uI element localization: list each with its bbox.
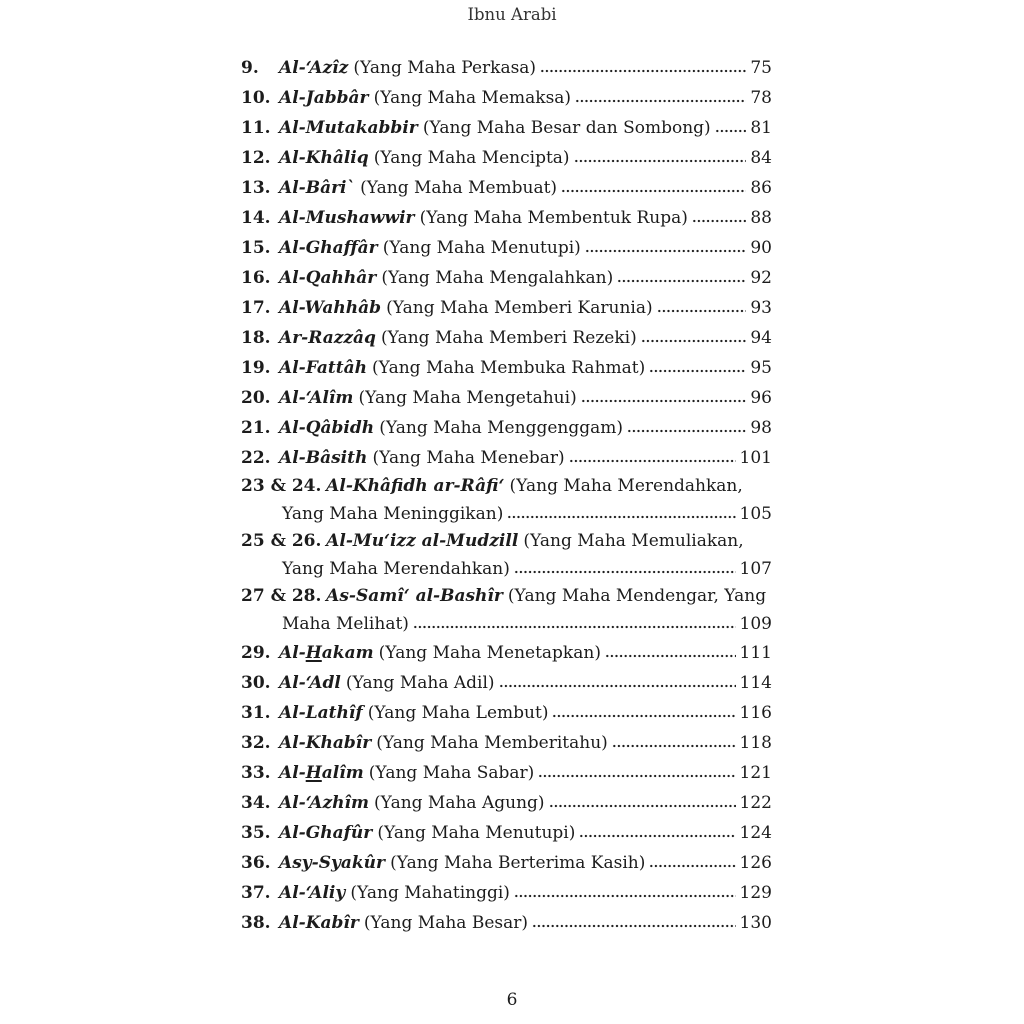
entry-number: 10. <box>241 88 271 108</box>
entry-page: 124 <box>739 823 772 843</box>
entry-page: 107 <box>739 558 772 579</box>
dot-leader <box>641 339 747 343</box>
dot-leader <box>657 309 747 313</box>
entry-name: Al-Lathîf <box>279 703 363 723</box>
entry-number: 22. <box>241 448 271 468</box>
toc-entry <box>241 143 772 173</box>
dot-leader <box>627 429 746 433</box>
dot-leader <box>585 249 747 253</box>
dot-leader <box>538 774 735 778</box>
entry-number: 9. <box>241 58 259 78</box>
entry-page: 92 <box>750 268 772 288</box>
entry-line <box>241 413 772 443</box>
entry-name: Ar-Razzâq <box>279 328 376 348</box>
entry-number: 27 & 28. <box>241 586 322 606</box>
entry-line <box>241 173 772 203</box>
entry-line <box>241 353 772 383</box>
entry-name: Al-‘Alîm <box>279 388 354 408</box>
toc-entry <box>241 293 772 323</box>
dot-leader <box>499 684 736 688</box>
entry-page: 101 <box>739 448 772 468</box>
entry-meaning: (Yang Maha Menebar) <box>372 448 565 468</box>
entry-page: 95 <box>750 358 772 378</box>
entry-name: Al-Ghafûr <box>279 823 373 843</box>
entry-name: Al-Qahhâr <box>279 268 377 288</box>
entry-line <box>241 848 772 878</box>
entry-line <box>241 698 772 728</box>
entry-page: 94 <box>750 328 772 348</box>
entry-line <box>241 668 772 698</box>
entry-number: 15. <box>241 238 271 258</box>
entry-line <box>241 908 772 938</box>
entry-name: Al-‘Azîz <box>279 58 349 78</box>
entry-meaning: (Yang Maha Membentuk Rupa) <box>419 208 688 228</box>
dot-leader <box>649 864 735 868</box>
toc-entry <box>241 908 772 938</box>
entry-line <box>241 878 772 908</box>
entry-name: Asy-Syakûr <box>279 853 385 873</box>
entry-meaning-continuation: Maha Melihat) <box>282 613 409 634</box>
entry-meaning: (Yang Maha Memuliakan, <box>523 531 744 551</box>
toc-entry <box>241 728 772 758</box>
entry-line <box>241 818 772 848</box>
entry-page: 88 <box>750 208 772 228</box>
entry-line <box>241 263 772 293</box>
entry-meaning: (Yang Maha Mencipta) <box>373 148 570 168</box>
dot-leader <box>692 219 746 223</box>
entry-number: 21. <box>241 418 271 438</box>
toc-entry <box>241 583 772 638</box>
entry-name: Al-‘Adl <box>279 673 341 693</box>
toc-entry <box>241 383 772 413</box>
name-segment: Al- <box>279 643 306 663</box>
entry-meaning: (Yang Maha Membuka Rahmat) <box>372 358 646 378</box>
entry-number: 38. <box>241 913 271 933</box>
entry-name: Al-Kabîr <box>279 913 359 933</box>
entry-meaning: (Yang Maha Memberi Karunia) <box>386 298 653 318</box>
entry-meaning: (Yang Maha Perkasa) <box>353 58 537 78</box>
entry-name: Al-Mu‘izz al-Mudzill <box>326 531 519 551</box>
entry-name: Al-Ghaffâr <box>279 238 378 258</box>
entry-line <box>241 323 772 353</box>
entry-meaning: (Yang Maha Menetapkan) <box>378 643 601 663</box>
toc-entry <box>241 353 772 383</box>
entry-meaning: (Yang Maha Berterima Kasih) <box>390 853 646 873</box>
toc-entry <box>241 878 772 908</box>
entry-meaning: (Yang Maha Besar) <box>363 913 528 933</box>
entry-page: 122 <box>739 793 772 813</box>
toc-entry <box>241 233 772 263</box>
page-number: 6 <box>506 990 518 1010</box>
entry-number: 19. <box>241 358 271 378</box>
dot-leader <box>561 189 746 193</box>
entry-name: Al-Wahhâb <box>279 298 382 318</box>
name-segment: akam <box>321 643 374 663</box>
toc-entry <box>241 818 772 848</box>
entry-line <box>241 788 772 818</box>
entry-meaning-continuation: Yang Maha Meninggikan) <box>282 503 504 524</box>
dot-leader <box>605 654 736 658</box>
entry-name: Al-Qâbidh <box>279 418 375 438</box>
entry-number: 25 & 26. <box>241 531 322 551</box>
entry-page: 75 <box>750 58 772 78</box>
dot-leader <box>575 99 746 103</box>
dot-leader <box>413 625 736 629</box>
entry-line <box>241 473 772 501</box>
entry-number: 33. <box>241 763 271 783</box>
entry-meaning: (Yang Maha Mengalahkan) <box>381 268 614 288</box>
entry-page: 96 <box>750 388 772 408</box>
entry-page: 84 <box>750 148 772 168</box>
dot-leader <box>552 714 735 718</box>
dot-leader <box>514 894 736 898</box>
dot-leader <box>549 804 736 808</box>
dot-leader <box>649 369 746 373</box>
entry-line <box>241 583 772 611</box>
entry-name: Al-Bâri` <box>279 178 356 198</box>
underlined-letter: H <box>305 763 322 783</box>
entry-line <box>241 203 772 233</box>
entry-name: Al-Khâliq <box>279 148 369 168</box>
toc-entry <box>241 113 772 143</box>
entry-meaning: (Yang Maha Adil) <box>345 673 495 693</box>
toc-entry <box>241 413 772 443</box>
entry-meaning-continuation: Yang Maha Merendahkan) <box>282 558 510 579</box>
entry-number: 30. <box>241 673 271 693</box>
entry-number: 20. <box>241 388 271 408</box>
entry-line <box>241 638 772 668</box>
entry-page: 98 <box>750 418 772 438</box>
entry-number: 35. <box>241 823 271 843</box>
entry-meaning: (Yang Maha Memberitahu) <box>376 733 608 753</box>
entry-number: 18. <box>241 328 271 348</box>
entry-line <box>241 758 772 788</box>
toc-entry <box>241 473 772 528</box>
entry-number: 13. <box>241 178 271 198</box>
entry-name: Al-‘Aliy <box>279 883 346 903</box>
entry-number: 12. <box>241 148 271 168</box>
toc-entry <box>241 638 772 668</box>
entry-number: 16. <box>241 268 271 288</box>
entry-meaning: (Yang Maha Membuat) <box>360 178 558 198</box>
entry-page: 111 <box>739 643 772 663</box>
toc-entry <box>241 83 772 113</box>
entry-line <box>241 143 772 173</box>
dot-leader <box>514 570 736 574</box>
toc-entry <box>241 758 772 788</box>
entry-line <box>241 728 772 758</box>
toc-entry <box>241 173 772 203</box>
toc-entry <box>241 53 772 83</box>
dot-leader <box>540 69 746 73</box>
entry-page: 78 <box>750 88 772 108</box>
entry-line <box>241 233 772 263</box>
entry-page: 121 <box>739 763 772 783</box>
entry-line <box>241 383 772 413</box>
dot-leader <box>715 129 747 133</box>
entry-number: 31. <box>241 703 271 723</box>
entry-name <box>279 758 364 788</box>
entry-name: Al-Khabîr <box>279 733 372 753</box>
entry-meaning: (Yang Maha Memberi Rezeki) <box>381 328 637 348</box>
entry-meaning: (Yang Maha Menutupi) <box>377 823 576 843</box>
entry-page: 116 <box>739 703 772 723</box>
toc-entry <box>241 528 772 583</box>
entry-number: 17. <box>241 298 271 318</box>
entry-meaning: (Yang Maha Menggenggam) <box>379 418 623 438</box>
entry-number: 37. <box>241 883 271 903</box>
dot-leader <box>581 399 747 403</box>
entry-page: 130 <box>739 913 772 933</box>
entry-number: 29. <box>241 643 271 663</box>
entry-name <box>279 638 374 668</box>
entry-meaning: (Yang Maha Merendahkan, <box>509 476 743 496</box>
entry-page: 126 <box>739 853 772 873</box>
toc-entry <box>241 848 772 878</box>
entry-page: 114 <box>739 673 772 693</box>
entry-line <box>241 113 772 143</box>
entry-number: 11. <box>241 118 271 138</box>
entry-meaning: (Yang Mahatinggi) <box>350 883 510 903</box>
entry-meaning: (Yang Maha Agung) <box>374 793 545 813</box>
dot-leader <box>532 924 736 928</box>
entry-meaning: (Yang Maha Mendengar, Yang <box>507 586 767 606</box>
entry-name: Al-Jabbâr <box>279 88 369 108</box>
entry-number: 23 & 24. <box>241 476 322 496</box>
entry-page: 118 <box>739 733 772 753</box>
entry-meaning: (Yang Maha Sabar) <box>368 763 535 783</box>
entry-name: Al-Mutakabbir <box>279 118 418 138</box>
entry-page: 81 <box>750 118 772 138</box>
entry-line <box>241 501 772 529</box>
entry-meaning: (Yang Maha Lembut) <box>367 703 549 723</box>
entry-line <box>241 53 772 83</box>
entry-line <box>241 83 772 113</box>
entry-line <box>241 556 772 584</box>
entry-meaning: (Yang Maha Menutupi) <box>382 238 581 258</box>
entry-number: 14. <box>241 208 271 228</box>
toc-entry <box>241 263 772 293</box>
entry-name: Al-Mushawwir <box>279 208 415 228</box>
entry-line <box>241 528 772 556</box>
toc-list <box>241 53 772 938</box>
entry-page: 105 <box>739 503 772 524</box>
entry-page: 90 <box>750 238 772 258</box>
dot-leader <box>612 744 736 748</box>
entry-name: Al-Bâsith <box>279 448 368 468</box>
entry-number: 32. <box>241 733 271 753</box>
toc-entry <box>241 668 772 698</box>
entry-name: Al-‘Azhîm <box>279 793 369 813</box>
toc-entry <box>241 698 772 728</box>
name-segment: Al- <box>279 763 306 783</box>
dot-leader <box>579 834 735 838</box>
entry-meaning: (Yang Maha Mengetahui) <box>358 388 577 408</box>
entry-line <box>241 611 772 639</box>
entry-name: Al-Fattâh <box>279 358 367 378</box>
dot-leader <box>574 159 747 163</box>
entry-name: As-Samî‘ al-Bashîr <box>326 586 503 606</box>
dot-leader <box>569 459 736 463</box>
entry-page: 109 <box>739 613 772 634</box>
dot-leader <box>617 279 746 283</box>
running-title: Ibnu Arabi <box>467 5 557 24</box>
entry-meaning: (Yang Maha Besar dan Sombong) <box>422 118 711 138</box>
entry-page: 129 <box>739 883 772 903</box>
entry-name: Al-Khâfidh ar-Râfi‘ <box>326 476 505 496</box>
entry-number: 36. <box>241 853 271 873</box>
entry-number: 34. <box>241 793 271 813</box>
entry-meaning: (Yang Maha Memaksa) <box>373 88 572 108</box>
dot-leader <box>507 515 735 519</box>
name-segment: alîm <box>321 763 364 783</box>
entry-line <box>241 293 772 323</box>
underlined-letter: H <box>305 643 322 663</box>
toc-entry <box>241 443 772 473</box>
toc-entry <box>241 788 772 818</box>
entry-page: 86 <box>750 178 772 198</box>
entry-page: 93 <box>750 298 772 318</box>
toc-entry <box>241 323 772 353</box>
toc-entry <box>241 203 772 233</box>
entry-line <box>241 443 772 473</box>
